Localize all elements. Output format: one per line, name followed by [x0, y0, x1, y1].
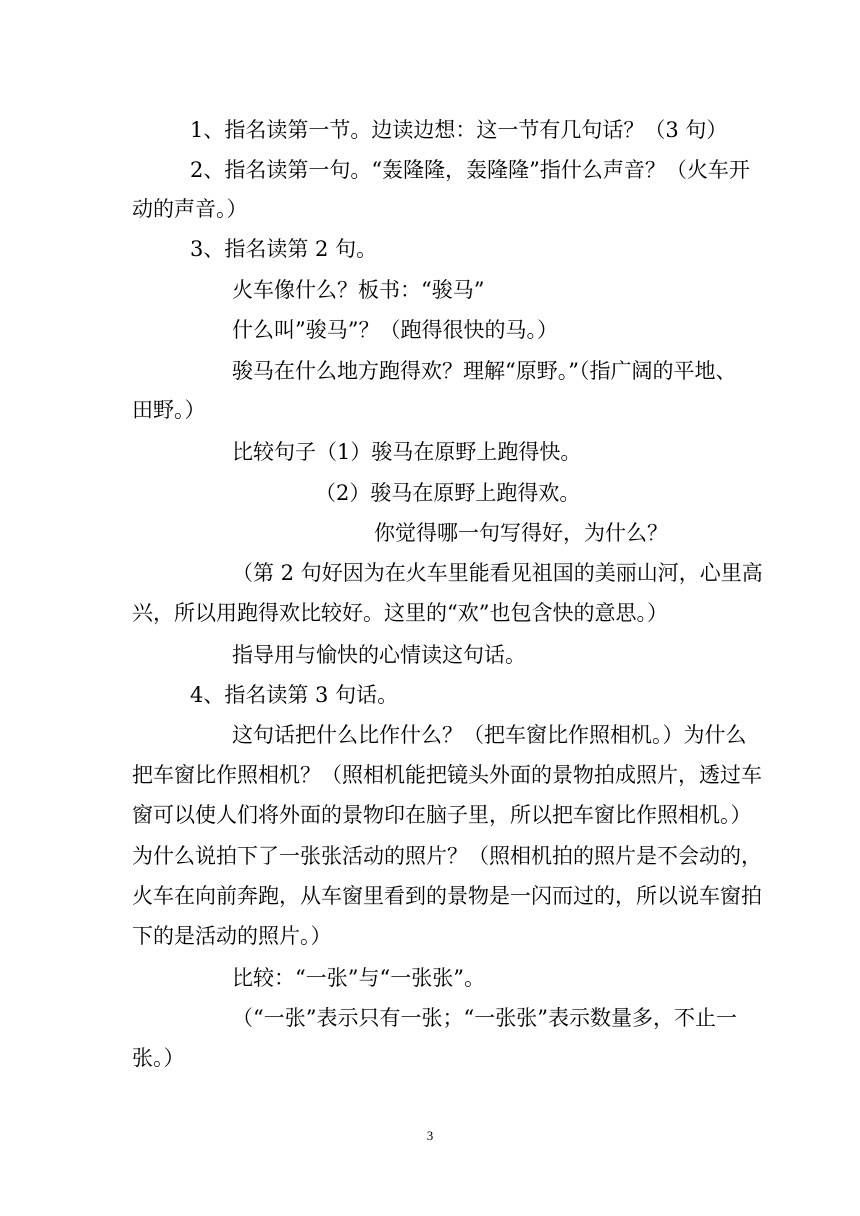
text-line: 什么叫”骏马”？（跑得很快的马。）	[232, 318, 558, 342]
text-line: 火车在向前奔跑，从车窗里看到的景物是一闪而过的，所以说车窗拍	[132, 884, 762, 908]
text-line: 窗可以使人们将外面的景物印在脑子里，所以把车窗比作照相机。）	[132, 803, 752, 827]
text-line: 张。）	[132, 1046, 185, 1070]
text-line: 为什么说拍下了一张张活动的照片？（照相机拍的照片是不会动的，	[132, 844, 762, 868]
text-line: 动的声音。）	[132, 197, 248, 221]
text-line: （“一张”表示只有一张；“一张张”表示数量多，不止一	[232, 1006, 737, 1030]
text-line: 指导用与愉快的心情读这句话。	[232, 643, 526, 667]
text-line: 田野。）	[132, 398, 206, 422]
text-line: 比较句子（1）骏马在原野上跑得快。	[232, 440, 582, 464]
text-line: （第 2 句好因为在火车里能看见祖国的美丽山河，心里高	[232, 561, 763, 585]
text-line: 比较：“一张”与“一张张”。	[232, 966, 485, 990]
text-line: 这句话把什么比作什么？（把车窗比作照相机。）为什么	[232, 723, 747, 747]
text-line: 下的是活动的照片。）	[132, 924, 332, 948]
page-number: 3	[426, 1128, 434, 1143]
text-line: 骏马在什么地方跑得欢？理解“原野。”（指广阔的平地、	[232, 359, 737, 383]
text-line: 4、指名读第 3 句话。	[190, 683, 399, 707]
text-line: 兴，所以用跑得欢比较好。这里的“欢”也包含快的意思。）	[132, 601, 668, 625]
text-line: 1、指名读第一节。边读边想：这一节有几句话？（3 句）	[190, 118, 728, 142]
text-line: （2）骏马在原野上跑得欢。	[315, 481, 581, 505]
text-line: 你觉得哪一句写得好，为什么？	[374, 521, 668, 545]
text-line: 3、指名读第 2 句。	[190, 237, 378, 261]
text-line: 把车窗比作照相机？（照相机能把镜头外面的景物拍成照片，透过车	[132, 763, 762, 787]
text-line: 2、指名读第一句。“轰隆隆，轰隆隆”指什么声音？（火车开	[190, 158, 750, 182]
text-line: 火车像什么？板书：“骏马”	[232, 278, 485, 302]
